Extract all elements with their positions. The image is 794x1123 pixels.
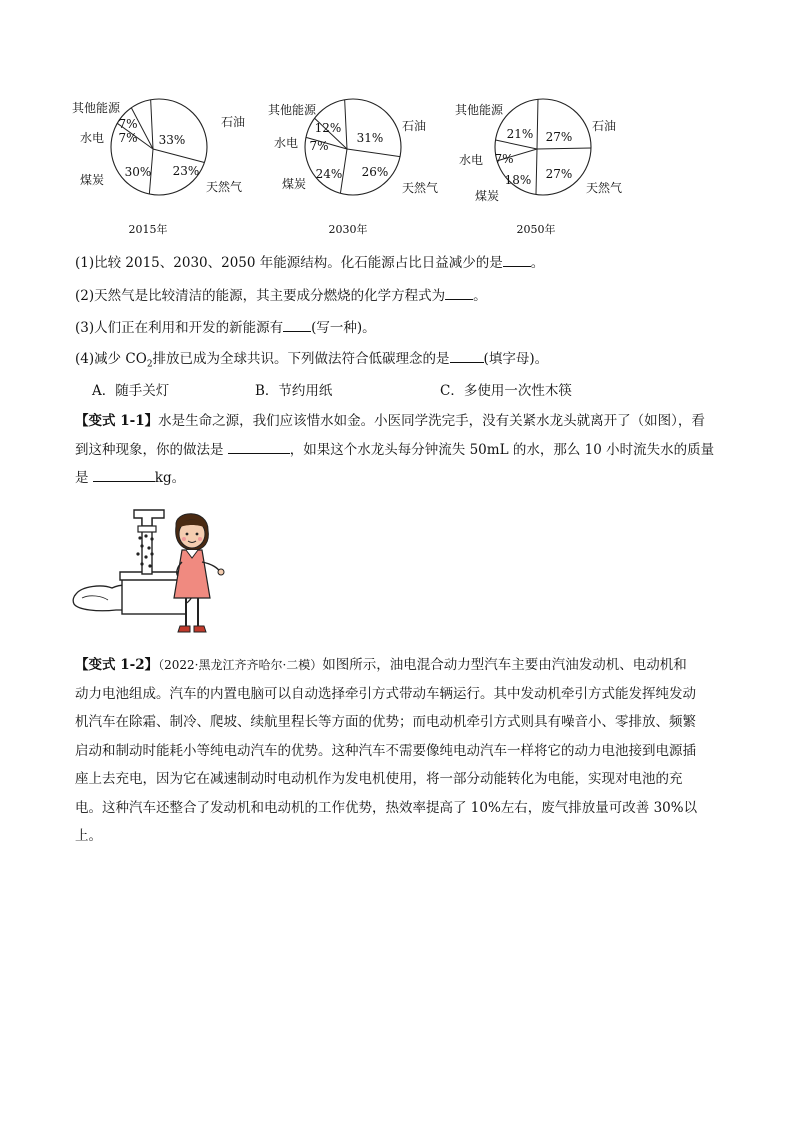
- variant-1-1-line-3: [75, 464, 725, 493]
- question-3-text: (3)人们正在利用和开发的新能源有: [75, 320, 284, 336]
- variant-1-1-text-2a: 到这种现象，你的做法是: [75, 441, 228, 458]
- answer-blank-2[interactable]: [445, 285, 473, 300]
- variant-1-2-source: （2022·黑龙江齐齐哈尔·二模）: [158, 658, 323, 672]
- option-b[interactable]: B．节约用纸: [255, 383, 333, 399]
- answer-blank-5[interactable]: [228, 439, 290, 454]
- question-2: [75, 285, 487, 305]
- pie-category-label-水电: 水电: [459, 153, 484, 167]
- pie-category-label-煤炭: 煤炭: [282, 177, 307, 191]
- pie-category-label-水电: 水电: [274, 136, 299, 150]
- pie-percent-label-其他能源: 7%: [118, 117, 138, 131]
- option-c[interactable]: C．多使用一次性木筷: [440, 383, 572, 399]
- pie-category-label-石油: 石油: [402, 119, 427, 133]
- pie-percent-label-其他能源: 21%: [506, 127, 534, 141]
- pie-percent-label-石油: 31%: [356, 131, 384, 145]
- pie-percent-label-石油: 33%: [158, 133, 186, 147]
- pie-percent-label-天然气: 27%: [545, 167, 573, 181]
- pie-category-label-煤炭: 煤炭: [475, 189, 500, 203]
- variant-1-2-tag: 【变式 1-2】: [75, 657, 159, 673]
- question-4-end: (填字母)。: [483, 351, 549, 367]
- pie-2030-year: 2030年: [328, 223, 368, 236]
- pie-percent-label-煤炭: 30%: [124, 165, 152, 179]
- answer-blank-6[interactable]: [93, 467, 155, 482]
- variant-1-1-text-3b: kg。: [154, 470, 186, 486]
- pie-percent-label-水电: 7%: [118, 131, 138, 145]
- variant-1-1-line-2: [75, 436, 725, 465]
- girl-tap-illustration: [72, 506, 232, 638]
- variant-1-2-line-5: 座上去充电，因为它在减速制动时电动机作为发电机使用，将一部分动能转化为电能，实现对电池的充: [75, 771, 683, 787]
- pie-category-label-石油: 石油: [221, 115, 246, 129]
- variant-1-1-text-3a: 是: [75, 470, 93, 486]
- pie-percent-label-石油: 27%: [545, 130, 573, 144]
- question-1-text: (1)比较 2015、2030、2050 年能源结构。化石能源占比日益减少的是: [75, 255, 503, 271]
- pie-2050-year: 2050年: [516, 223, 556, 236]
- question-1: [75, 252, 544, 272]
- pie-percent-label-煤炭: 18%: [504, 173, 532, 187]
- question-3: [75, 317, 376, 337]
- pie-percent-label-天然气: 26%: [361, 165, 389, 179]
- answer-blank-4[interactable]: [450, 348, 484, 363]
- pie-percent-label-煤炭: 24%: [315, 167, 343, 181]
- pie-percent-label-天然气: 23%: [172, 164, 200, 178]
- variant-1-2-line-4: 启动和制动时能耗小等纯电动汽车的优势。这种汽车不需要像纯电动汽车一样将它的动力电池接到电源插: [75, 742, 696, 759]
- variant-1-2-line-6: 电。这种汽车还整合了发动机和电动机的工作优势，热效率提高了 10%左右，废气排放量可改善 30%以: [75, 799, 698, 816]
- tap-head: [134, 510, 164, 526]
- pie-2015-slices: [111, 99, 207, 195]
- question-4-text: (4)减少 CO: [75, 351, 147, 367]
- variant-1-2-line-2: 动力电池组成。汽车的内置电脑可以自动选择牵引方式带动车辆运行。其中发动机牵引方式能发挥纯发动: [75, 685, 696, 702]
- pie-category-label-其他能源: 其他能源: [455, 103, 504, 117]
- pie-category-label-水电: 水电: [80, 131, 105, 145]
- pie-percent-label-其他能源: 12%: [314, 121, 342, 135]
- pie-category-label-煤炭: 煤炭: [80, 173, 105, 187]
- variant-1-1: [75, 407, 725, 493]
- pie-category-label-天然气: 天然气: [402, 181, 439, 195]
- question-3-end: (写一种)。: [311, 320, 376, 336]
- pie-category-label-天然气: 天然气: [586, 181, 623, 195]
- variant-1-2-line-3: 机汽车在除霜、制冷、爬坡、续航里程长等方面的优势；而电动机牵引方式则具有噪音小、零排放、频繁: [75, 714, 696, 730]
- question-4: [75, 348, 548, 374]
- pie-outline: [111, 99, 207, 195]
- variant-1-1-tag: 【变式 1-1】: [75, 413, 159, 429]
- variant-1-2-line-7: 上。: [75, 828, 102, 844]
- pie-chart-2050: [455, 92, 645, 242]
- pie-percent-label-水电: 7%: [494, 152, 514, 166]
- pie-2015-year: 2015年: [128, 223, 168, 236]
- question-4-subscript: 2: [146, 359, 153, 370]
- variant-1-1-text-1: 水是生命之源，我们应该惜水如金。小医同学洗完手，没有关紧水龙头就离开了（如图），看: [158, 413, 705, 429]
- variant-1-1-line-1: [75, 407, 725, 436]
- pie-category-label-其他能源: 其他能源: [268, 103, 317, 117]
- question-4-middle: 排放已成为全球共识。下列做法符合低碳理念的是: [152, 351, 450, 367]
- pie-chart-2030: [262, 92, 452, 242]
- question-2-text: (2)天然气是比较清洁的能源，其主要成分燃烧的化学方程式为: [75, 288, 446, 304]
- pie-category-label-天然气: 天然气: [206, 180, 243, 194]
- variant-1-2-line-1: [75, 651, 725, 680]
- question-1-end: 。: [530, 255, 545, 271]
- pie-percent-label-水电: 7%: [309, 139, 329, 153]
- question-2-end: 。: [473, 288, 487, 304]
- option-a[interactable]: A．随手关灯: [92, 383, 170, 399]
- variant-1-2: [75, 651, 725, 851]
- answer-blank-3[interactable]: [283, 317, 311, 332]
- pie-chart-2015: [68, 92, 258, 242]
- pie-category-label-石油: 石油: [592, 119, 617, 133]
- variant-1-2-text-1: 如图所示，油电混合动力型汽车主要由汽油发动机、电动机和: [322, 657, 687, 673]
- variant-1-1-text-2b: ，如果这个水龙头每分钟流失 50mL 的水，那么 10 小时流失水的质量: [289, 441, 715, 458]
- answer-blank-1[interactable]: [503, 252, 531, 267]
- pie-category-label-其他能源: 其他能源: [72, 101, 121, 115]
